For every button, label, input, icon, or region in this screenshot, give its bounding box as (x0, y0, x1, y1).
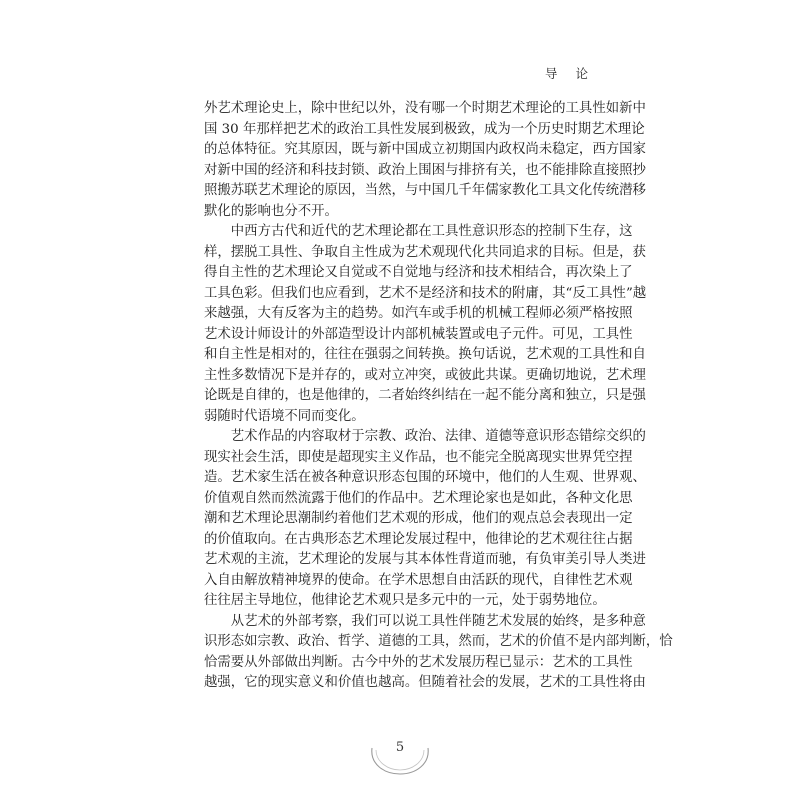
text-line: 识形态如宗教、政治、哲学、道德的工具，然而，艺术的价值不是内部判断，恰 (204, 634, 673, 649)
text-line: 恰需要从外部做出判断。古今中外的艺术发展历程已显示：艺术的工具性 (204, 654, 633, 670)
text-line: 中西方古代和近代的艺术理论都在工具性意识形态的控制下生存，这 (230, 224, 633, 239)
text-line: 艺术观的主流，艺术理论的发展与其本体性背道而驰，有负审美引导人类进 (204, 552, 646, 567)
text-line: 往往居主导地位，他律论艺术观只是多元中的一元，处于弱势地位。 (204, 593, 606, 608)
text-line: 外艺术理论史上，除中世纪以外，没有哪一个时期艺术理论的工具性如新中 (204, 101, 646, 116)
paragraph (204, 222, 647, 427)
text-line: 艺术作品的内容取材于宗教、政治、法律、道德等意识形态错综交织的 (230, 429, 646, 444)
text-line: 的价值取向。在古典形态艺术理论发展过程中，他律论的艺术观往往占据 (204, 531, 633, 547)
body-text (204, 99, 673, 694)
paragraph (204, 612, 673, 694)
text-line: 国 30 年那样把艺术的政治工具性发展到极致，成为一个历史时期艺术理论 (204, 121, 645, 137)
text-line: 弱随时代语境不同而变化。 (204, 408, 365, 424)
text-line: 得自主性的艺术理论又自觉或不自觉地与经济和技术相结合，再次染上了 (204, 265, 633, 280)
text-line: 入自由解放精神境界的使命。在学术思想自由活跃的现代，自律性艺术观 (204, 572, 633, 588)
text-line: 来越强，大有反客为主的趋势。如汽车或手机的机械工程师必须严格按照 (204, 306, 633, 321)
text-line: 越强，它的现实意义和价值也越高。但随着社会的发展，艺术的工具性将由 (204, 675, 646, 690)
text-line: 和自主性是相对的，往往在强弱之间转换。换句话说，艺术观的工具性和自 (204, 347, 646, 362)
text-line: 照搬苏联艺术理论的原因，当然，与中国几千年儒家教化工具文化传统潜移 (204, 183, 646, 198)
text-line: 默化的影响也分不开。 (204, 203, 338, 219)
text-line: 的总体特征。究其原因，既与新中国成立初期国内政权尚未稳定，西方国家 (204, 142, 646, 157)
paragraph (204, 427, 646, 612)
text-line: 艺术设计师设计的外部造型设计内部机械装置或电子元件。可见，工具性 (204, 326, 633, 342)
page-number-ornament (366, 738, 434, 778)
text-line: 对新中国的经济和科技封锁、政治上围困与排挤有关，也不能排除直接照抄 (204, 162, 646, 178)
text-line: 从艺术的外部考察，我们可以说工具性伴随艺术发展的始终，是多种意 (230, 613, 646, 629)
running-head: 导 论 (545, 66, 595, 81)
text-line: 造。艺术家生活在被各种意识形态包围的环境中，他们的人生观、世界观、 (204, 470, 646, 485)
text-line: 现实社会生活，即使是超现实主义作品，也不能完全脱离现实世界凭空捏 (204, 449, 633, 465)
text-line: 价值观自然而然流露于他们的作品中。艺术理论家也是如此，各种文化思 (204, 490, 633, 506)
paragraph (204, 99, 646, 222)
text-line: 工具色彩。但我们也应看到，艺术不是经济和技术的附庸，其“反工具性”越 (204, 285, 647, 301)
text-line: 主性多数情况下是并存的，或对立冲突，或彼此共谋。更确切地说，艺术理 (204, 367, 646, 383)
text-line: 论既是自律的，也是他律的，二者始终纠结在一起不能分离和独立，只是强 (204, 388, 646, 403)
text-line: 样，摆脱工具性、争取自主性成为艺术观现代化共同追求的目标。但是，获 (204, 244, 646, 260)
text-line: 潮和艺术理论思潮制约着他们艺术观的形成，他们的观点总会表现出一定 (204, 511, 633, 526)
page-number: 5 (395, 740, 405, 755)
